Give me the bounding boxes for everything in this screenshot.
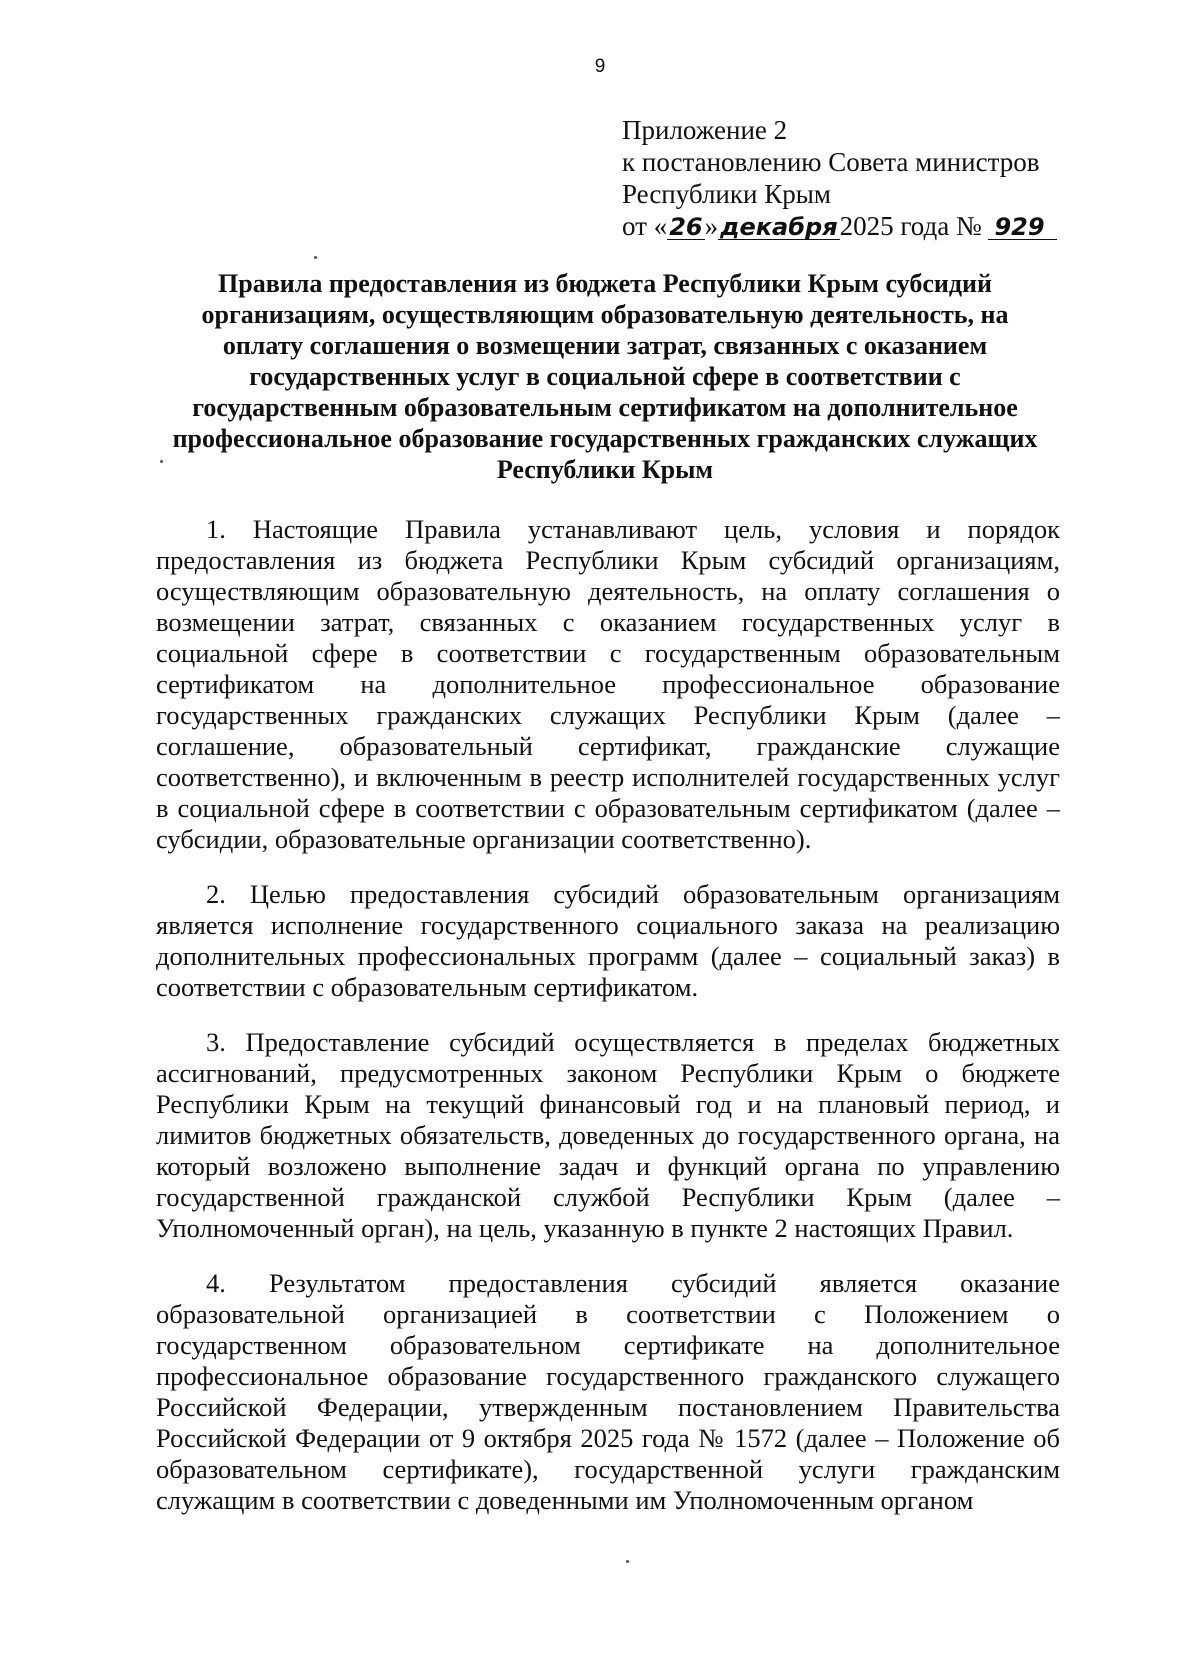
date-prefix: от «	[622, 211, 668, 241]
date-month-handwritten: декабря	[720, 213, 838, 241]
title-line: организациям, осуществляющим образовательную деятельность, на	[201, 300, 1009, 329]
title-line: оплату соглашения о возмещении затрат, связанных с оказанием	[222, 331, 988, 360]
title-line: государственных услуг в социальной сфере в соответствии с	[249, 362, 961, 391]
appendix-header	[622, 114, 1142, 242]
date-year: 2025 года №	[839, 211, 982, 241]
document-body	[156, 514, 1060, 1540]
scan-speck	[626, 1560, 629, 1563]
date-mid: »	[704, 211, 719, 241]
date-day-handwritten: 26	[669, 213, 703, 241]
appendix-line-2: к постановлению Совета министров	[622, 147, 1040, 177]
title-line: профессиональное образование государственных гражданских служащих	[172, 424, 1038, 453]
paragraph-2: 2. Целью предоставления субсидий образовательным организациям является исполнение государственного социального заказа на реализацию дополнительных профессиональных программ (далее – социальный заказ) в соответствии с образовательным сертификатом.	[156, 879, 1060, 1002]
title-line: Правила предоставления из бюджета Республики Крым субсидий	[218, 269, 992, 298]
document-number-handwritten: 929	[988, 215, 1056, 240]
title-line: Республики Крым	[496, 455, 714, 484]
appendix-line-1: Приложение 2	[622, 115, 788, 145]
title-line: государственным образовательным сертификатом на дополнительное	[192, 393, 1018, 422]
appendix-line-3: Республики Крым	[622, 179, 831, 209]
paragraph-3: 3. Предоставление субсидий осуществляется в пределах бюджетных ассигнований, предусмотренных законом Республики Крым о бюджете Республики Крым на текущий финансовый год и на плановый период, и лимитов бюджетных обязательств, доведенных до государственного органа, на который возложено выполнение задач и функций органа по управлению государственной гражданской службой Республики Крым (далее – Уполномоченный орган), на цель, указанную в пункте 2 настоящих Правил.	[156, 1027, 1060, 1243]
paragraph-1: 1. Настоящие Правила устанавливают цель, условия и порядок предоставления из бюджета Республики Крым субсидий организациям, осуществляющим образовательную деятельность, на оплату соглашения о возмещении затрат, связанных с оказанием государственных услуг в социальной сфере в соответствии с государственным образовательным сертификатом на дополнительное профессиональное образование государственных гражданских служащих Республики Крым (далее – соглашение, образовательный сертификат, гражданские служащие соответственно), и включенным в реестр исполнителей государственных услуг в социальной сфере в соответствии с образовательным сертификатом (далее – субсидии, образовательные организации соответственно).	[156, 514, 1060, 854]
appendix-date-line	[622, 210, 1142, 242]
page-number: 9	[594, 56, 606, 77]
scan-speck	[160, 460, 163, 463]
document-title	[150, 268, 1060, 485]
paragraph-4: 4. Результатом предоставления субсидий является оказание образовательной организацией в соответствии с Положением о государственном образовательном сертификате на дополнительное профессиональное образование государственного гражданского служащего Российской Федерации, утвержденным постановлением Правительства Российской Федерации от 9 октября 2025 года № 1572 (далее – Положение об образовательном сертификате), государственной услуги гражданским служащим в соответствии с доведенными им Уполномоченным органом	[156, 1268, 1060, 1515]
scan-speck	[314, 256, 317, 259]
